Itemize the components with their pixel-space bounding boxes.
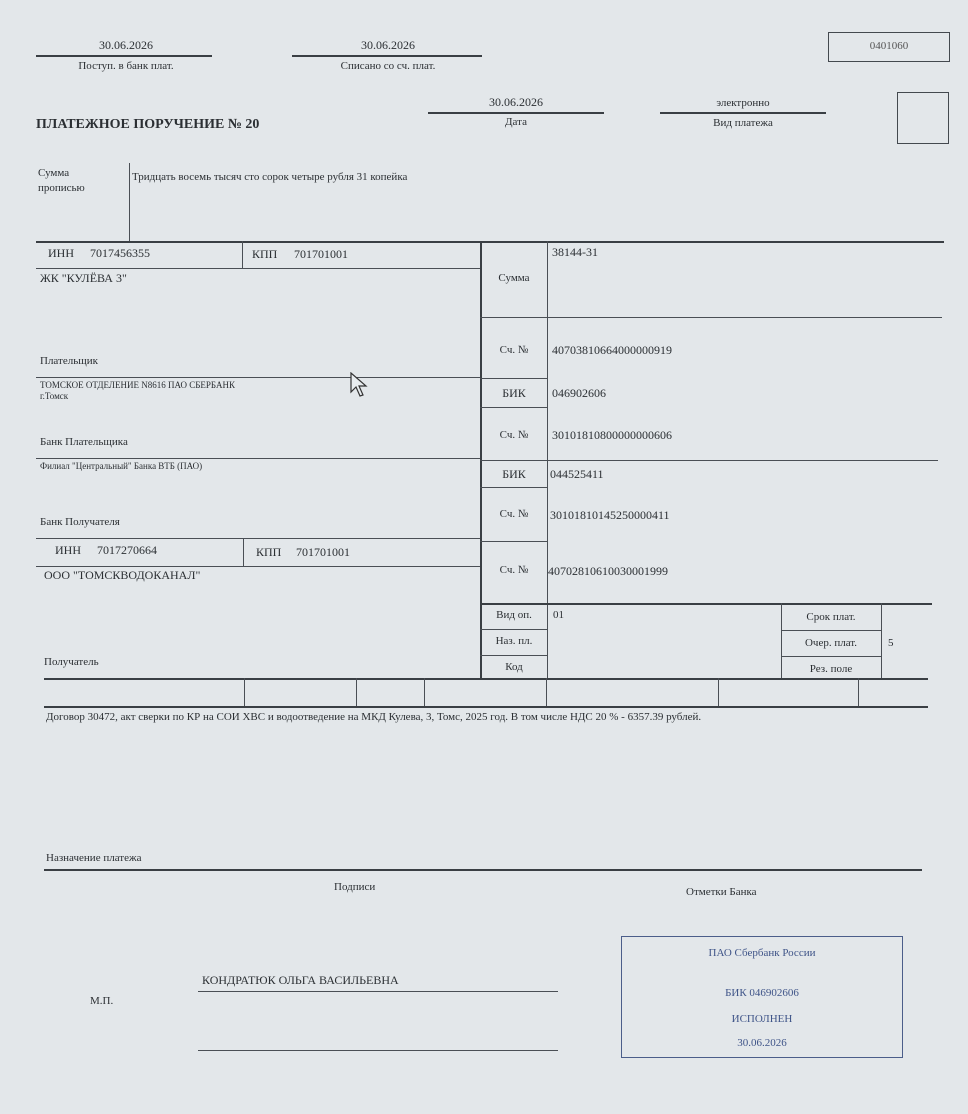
amount-words: Тридцать восемь тысяч сто сорок четыре рубля 31 копейка (132, 171, 408, 183)
signature-line-2 (198, 1050, 558, 1051)
srok-left-divider (781, 603, 782, 679)
order-date: 30.06.2026 (489, 95, 543, 109)
codes-top-line (480, 603, 932, 605)
mouse-cursor-icon (350, 372, 368, 398)
date-debited: 30.06.2026 (361, 38, 415, 52)
payee-account: 40702810610030001999 (548, 564, 668, 578)
date-debited-line (292, 55, 482, 57)
tax-cell-divider-5 (718, 678, 719, 706)
stamp-bank-name: ПАО Сбербанк России (708, 947, 816, 959)
payer-bank-bottom-line (36, 458, 480, 459)
payee-corr-line (480, 541, 547, 542)
signature-line-1 (198, 991, 558, 992)
sum-value: 38144-31 (552, 245, 598, 259)
payer-kpp: 701701001 (294, 247, 348, 261)
payee-bank-name: Филиал "Центральный" Банка ВТБ (ПАО) (40, 461, 203, 471)
stamp-date: 30.06.2026 (737, 1037, 787, 1049)
payee-account-label: Сч. № (499, 564, 529, 576)
payee-inn-line (36, 566, 480, 567)
payee-bank-corr: 30101810145250000411 (550, 508, 670, 522)
payer-corr-label: Сч. № (499, 429, 529, 441)
payee-kpp-label: КПП (256, 545, 282, 559)
payee-label: Получатель (44, 656, 99, 668)
payee-corr-label: Сч. № (499, 508, 529, 520)
tax-cell-divider-3 (424, 678, 425, 706)
payment-type: электронно (716, 97, 770, 109)
date-received-line (36, 55, 212, 57)
date-received: 30.06.2026 (99, 38, 153, 52)
rez-label: Рез. поле (809, 663, 853, 675)
bank-stamp (621, 936, 903, 1058)
payer-inn-kpp-divider (242, 241, 243, 268)
ocher-label: Очер. плат. (804, 637, 858, 649)
order-date-line (428, 112, 604, 114)
payer-inn: 7017456355 (90, 246, 150, 260)
bank-marks-label: Отметки Банка (686, 886, 757, 898)
ocher-line (781, 656, 881, 657)
payee-inn: 7017270664 (97, 543, 157, 557)
payee-inn-kpp-divider (243, 538, 244, 566)
amount-words-divider (129, 163, 130, 241)
payer-bank-corr: 30101810800000000606 (552, 428, 672, 442)
payee-bank-bik: 044525411 (550, 467, 604, 481)
payer-bank-name: ТОМСКОЕ ОТДЕЛЕНИЕ N8616 ПАО СБЕРБАНК (40, 380, 235, 390)
payer-acc-line (480, 378, 547, 379)
payee-bank-label: Банк Получателя (40, 516, 120, 528)
payer-bank-label: Банк Плательщика (40, 436, 128, 448)
tax-cell-divider-1 (244, 678, 245, 706)
tax-row-top-line (44, 678, 928, 680)
payment-purpose: Договор 30472, акт сверки по КР на СОИ ХВС и водоотведение на МКД Кулева, 3, Томс, 2025 год. В том числе НДС 20 % - 6357.39 рублей. (46, 711, 702, 723)
stamp-status: ИСПОЛНЕН (731, 1013, 793, 1025)
payee-bank-bottom-line (36, 538, 480, 539)
payer-name: ЖК "КУЛЁВА 3" (40, 271, 127, 285)
amount-words-label-2: прописью (38, 182, 85, 194)
tax-cell-divider-2 (356, 678, 357, 706)
tax-cell-divider-6 (858, 678, 859, 706)
payer-bank-right-line (480, 460, 938, 461)
amount-words-label-1: Сумма (38, 167, 70, 179)
payer-inn-line (36, 268, 480, 269)
payee-inn-label: ИНН (55, 543, 81, 557)
grid-top-line (36, 241, 944, 243)
payment-purpose-label: Назначение платежа (46, 852, 142, 864)
ocher-value: 5 (888, 637, 894, 649)
payer-bank-bik: 046902606 (552, 386, 606, 400)
status-box (897, 92, 949, 144)
vid-op-label: Вид оп. (496, 609, 532, 621)
payment-type-line (660, 112, 826, 114)
tax-cell-divider-4 (546, 678, 547, 706)
naz-pl-line (480, 655, 547, 656)
payer-account-label: Сч. № (499, 344, 529, 356)
srok-label: Срок плат. (806, 611, 856, 623)
payment-type-label: Вид платежа (713, 117, 773, 129)
signer-name: КОНДРАТЮК ОЛЬГА ВАСИЛЬЕВНА (202, 973, 399, 987)
payer-inn-label: ИНН (48, 246, 74, 260)
page-title: ПЛАТЕЖНОЕ ПОРУЧЕНИЕ № 20 (36, 117, 260, 132)
order-date-label: Дата (505, 116, 527, 128)
tax-row-bottom-line (44, 706, 928, 708)
stamp-bik: БИК 046902606 (725, 987, 799, 999)
payer-bik-line (480, 407, 547, 408)
purpose-bottom-line (44, 869, 922, 871)
payer-kpp-label: КПП (252, 247, 278, 261)
form-code: 0401060 (869, 40, 909, 52)
payee-kpp: 701701001 (296, 545, 350, 559)
srok-line (781, 630, 881, 631)
signatures-label: Подписи (334, 881, 376, 893)
payee-bik-line (480, 487, 547, 488)
payee-bik-label: БИК (502, 467, 526, 481)
payer-bik-label: БИК (502, 386, 526, 400)
kod-label: Код (505, 661, 523, 673)
form-code-box (828, 32, 950, 62)
payee-name: ООО "ТОМСКВОДОКАНАЛ" (44, 568, 201, 582)
mp-label: М.П. (90, 995, 114, 1007)
vid-op-value: 01 (553, 609, 564, 621)
payer-bank-city: г.Томск (40, 391, 69, 401)
date-debited-label: Списано со сч. плат. (340, 60, 436, 72)
sum-label: Сумма (498, 272, 530, 284)
naz-pl-label: Наз. пл. (495, 635, 533, 647)
srok-right-divider (881, 603, 882, 679)
date-received-label: Поступ. в банк плат. (78, 60, 174, 72)
sum-bottom-line (480, 317, 942, 318)
payer-label: Плательщик (40, 355, 98, 367)
vid-op-line (480, 629, 547, 630)
payer-bottom-line (36, 377, 480, 378)
payer-account: 40703810664000000919 (552, 343, 672, 357)
